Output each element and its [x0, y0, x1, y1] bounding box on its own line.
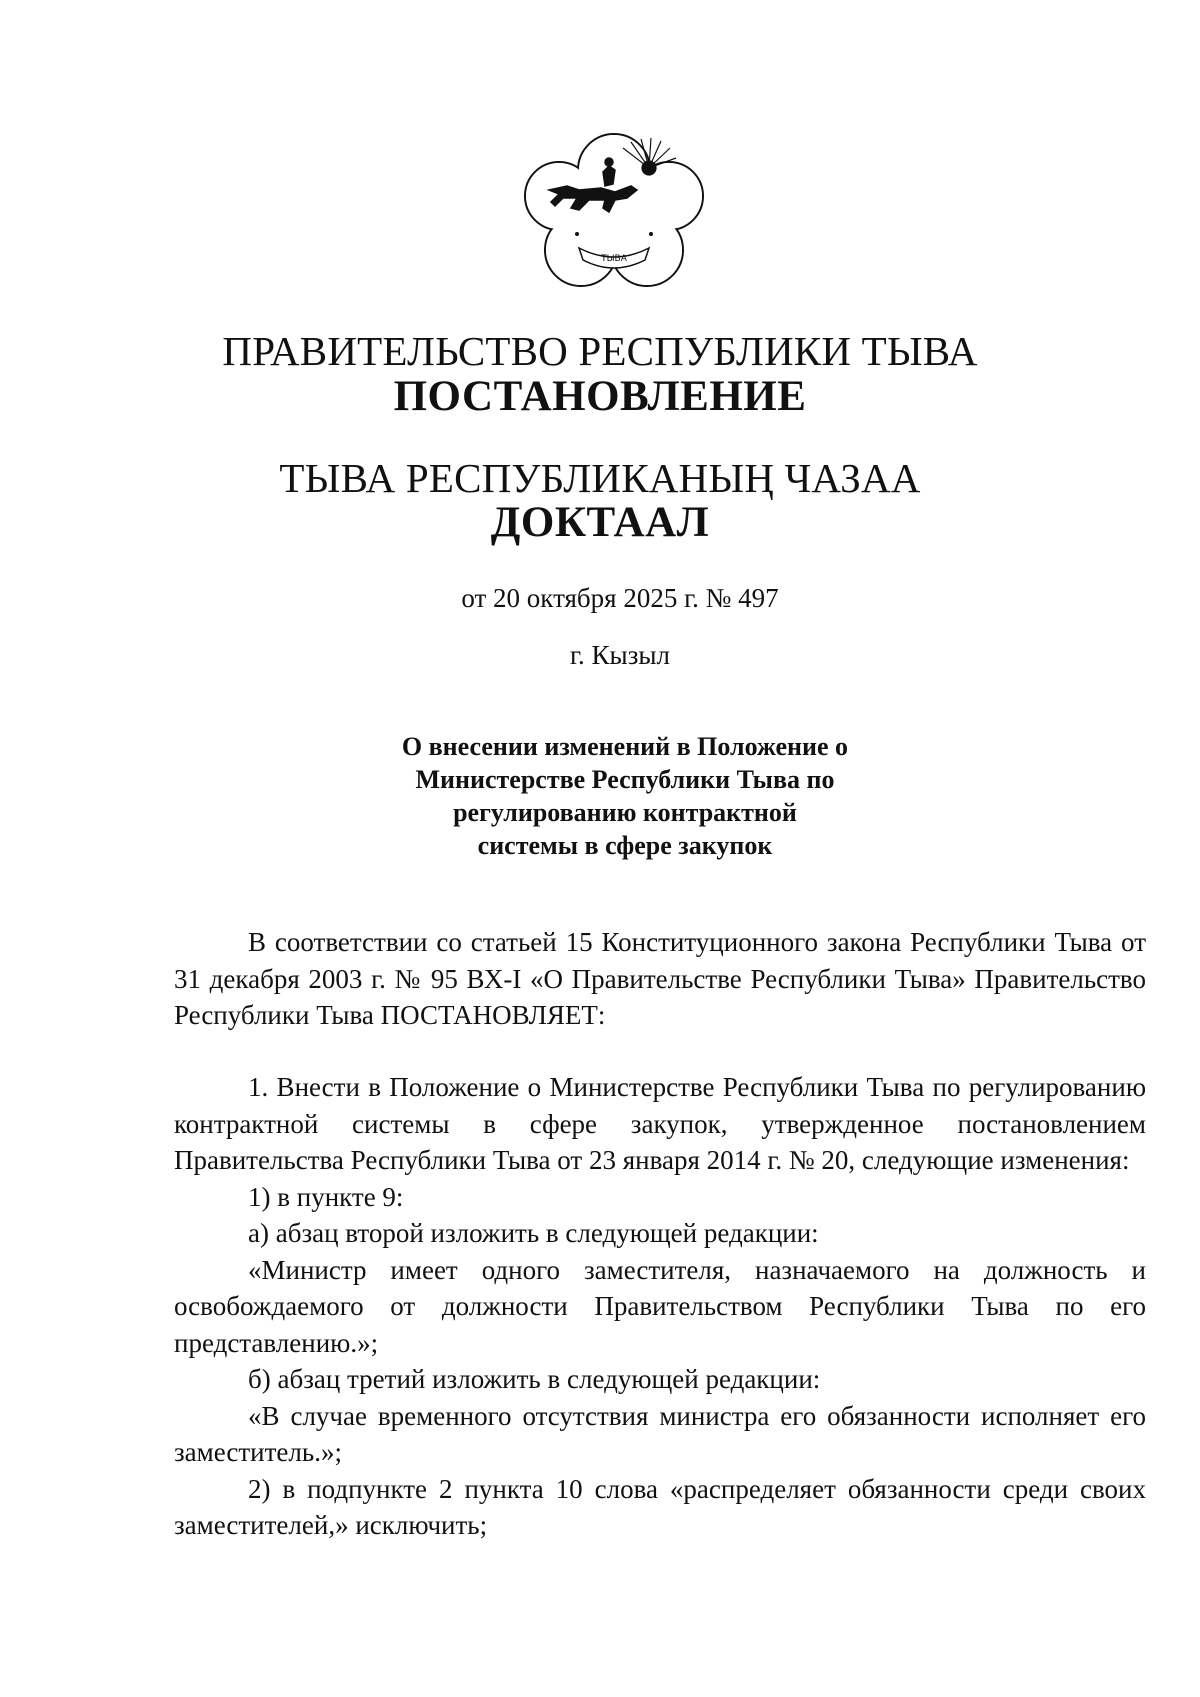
resolution-items: [174, 1069, 1146, 1544]
title-line: системы в сфере закупок: [477, 831, 773, 860]
document-city: г. Кызыл: [570, 640, 670, 670]
item-paragraph: 1. Внести в Положение о Министерстве Республики Тыва по регулированию контрактной системы в сфере закупок, утвержденное постановлением Правительства Республики Тыва от 23 января 2014 г. № 20, следующие изменения:: [174, 1072, 1146, 1175]
item-paragraph: 2) в подпункте 2 пункта 10 слова «распределяет обязанности среди своих заместителей,» исключить;: [174, 1473, 1146, 1540]
preamble-block: [174, 924, 1146, 1034]
quote-paragraph: «В случае временного отсутствия министра его обязанности исполняет его заместитель.»;: [174, 1400, 1146, 1467]
preamble-paragraph: В соответствии со статьей 15 Конституционного закона Республики Тыва от 31 декабря 2003 г. № 95 ВХ-I «О Правительстве Республики Тыва» Правительство Республики Тыва ПОСТАНОВЛЯЕТ:: [174, 927, 1146, 1030]
document-date-number: от 20 октября 2025 г. № 497: [461, 583, 779, 613]
government-name: ПРАВИТЕЛЬСТВО РЕСПУБЛИКИ ТЫВА: [222, 328, 978, 374]
item-paragraph: б) абзац третий изложить в следующей редакции:: [248, 1364, 821, 1394]
government-name-tuvan: ТЫВА РЕСПУБЛИКАНЫҢ ЧАЗАА: [279, 455, 921, 501]
document-title: [395, 730, 855, 862]
title-line: Министерстве Республики Тыва по: [415, 765, 835, 794]
item-paragraph: 1) в пункте 9:: [248, 1181, 404, 1212]
coat-of-arms-emblem: [519, 128, 709, 293]
item-paragraph: а) абзац второй изложить в следующей редакции:: [248, 1218, 819, 1248]
document-type: ПОСТАНОВЛЕНИЕ: [393, 373, 807, 420]
emblem-ribbon-text: ТЫВА: [601, 254, 627, 264]
title-line: О внесении изменений в Положение о: [401, 732, 849, 761]
document-type-tuvan: ДОКТААЛ: [490, 499, 710, 546]
title-line: регулированию контрактной: [453, 798, 797, 827]
quote-paragraph: «Министр имеет одного заместителя, назначаемого на должность и освобождаемого от должности Правительством Республики Тыва по его представлению.»;: [174, 1254, 1146, 1358]
